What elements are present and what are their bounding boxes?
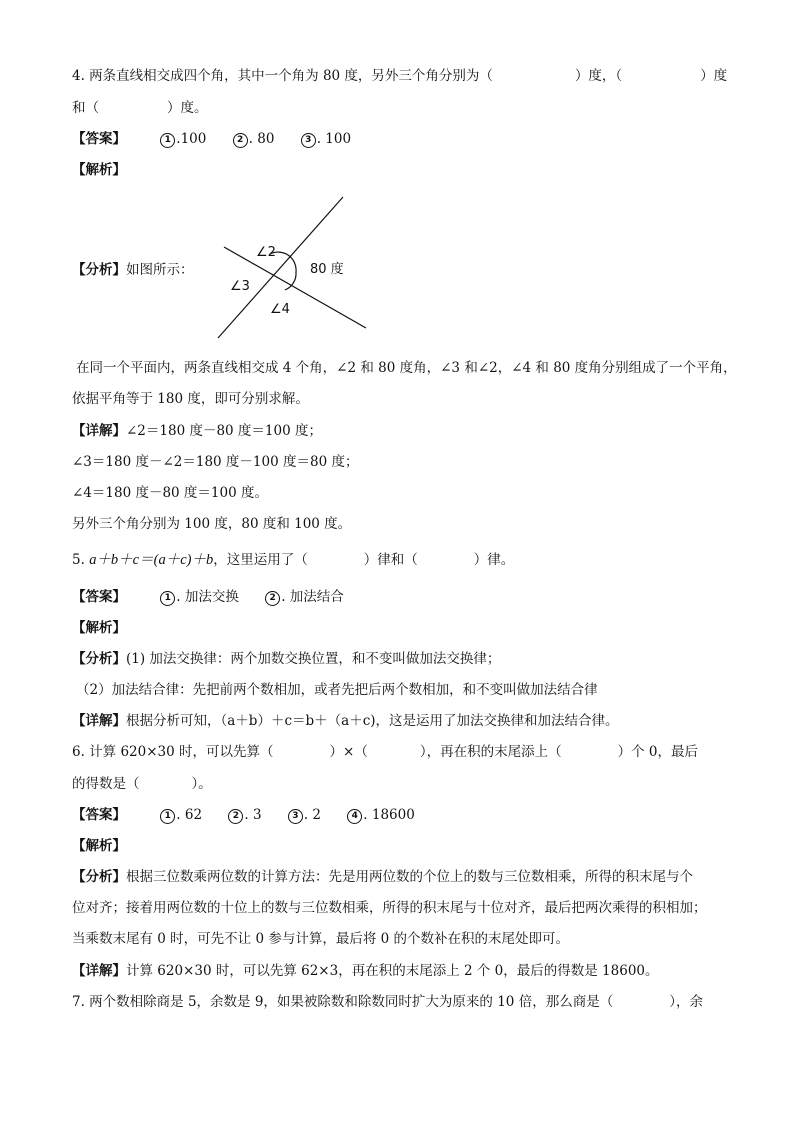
q5-answer	[72, 588, 366, 606]
q5-number: 5.	[72, 552, 85, 568]
q6-answer-3: 3 . 2	[288, 806, 321, 824]
q6-line-2: 的得数是（ ）。	[72, 776, 212, 792]
circled-number-icon: 3	[301, 133, 316, 148]
q6-fenxi-1: 【分析】根据三位数乘两位数的计算方法：先是用两位数的个位上的数与三位数相乘，所得的积末尾与个	[72, 869, 693, 885]
circled-number-icon: 2	[265, 591, 280, 606]
q4-text-c: ）度	[700, 68, 728, 84]
label-angle-2: ∠2	[256, 245, 276, 260]
q4-detail-3: ∠4＝180 度－80 度＝100 度。	[72, 485, 268, 501]
q4-detail-1: 【详解】∠2＝180 度－80 度＝100 度；	[72, 423, 322, 439]
q4-fenxi: 【分析】如图所示：	[72, 262, 194, 278]
circled-number-icon: 1	[160, 133, 175, 148]
answer-tag: 【答案】	[72, 807, 126, 823]
xiangjie-tag: 【详解】	[72, 713, 126, 729]
circled-number-icon: 4	[347, 809, 362, 824]
q7-line-1: 7. 两个数相除商是 5，余数是 9，如果被除数和除数同时扩大为原来的 10 倍，那么商是（ ），余	[72, 994, 703, 1010]
q4-detail-4: 另外三个角分别为 100 度，80 度和 100 度。	[72, 516, 352, 532]
q4-jiexi-tag: 【解析】	[72, 162, 126, 178]
q4-para-1: 在同一个平面内，两条直线相交成 4 个角，∠2 和 80 度角，∠3 和∠2，∠4 和 80 度角分别组成了一个平角，	[76, 360, 737, 376]
q5-answer-1: 1 . 加法交换	[160, 588, 239, 606]
circled-number-icon: 2	[233, 133, 248, 148]
q4-answer-1: 1 .100	[160, 130, 206, 148]
label-80-degrees: 80 度	[310, 262, 344, 277]
q5-line-1: 5. a＋b＋c＝(a＋c)＋b，这里运用了（ ）律和（ ）律。	[72, 552, 515, 568]
q4-answer-3: 3 . 100	[301, 130, 351, 148]
q4-text-b: ）度，（	[574, 68, 623, 84]
q6-answer-2: 2 . 3	[228, 806, 261, 824]
q4-text-e: ）度。	[167, 100, 208, 116]
q6-answer	[72, 806, 437, 824]
label-angle-4: ∠4	[270, 302, 290, 317]
q5-formula: a＋b＋c＝(a＋c)＋b	[89, 552, 214, 568]
circled-number-icon: 2	[228, 809, 243, 824]
q4-line-2	[72, 99, 208, 117]
q5-fenxi-2: （2）加法结合律：先把前两个数相加，或者先把后两个数相加，和不变叫做加法结合律	[76, 682, 598, 698]
q6-answer-1: 1 . 62	[160, 806, 202, 824]
fenxi-tag: 【分析】	[72, 651, 126, 667]
fenxi-tag: 【分析】	[72, 262, 126, 278]
q5-detail: 【详解】根据分析可知，（a＋b）＋c＝b＋（a＋c)，这是运用了加法交换律和加法结合律。	[72, 713, 619, 729]
q4-detail-2: ∠3＝180 度－∠2＝180 度－100 度＝80 度；	[72, 454, 359, 470]
circled-number-icon: 3	[288, 809, 303, 824]
xiangjie-tag: 【详解】	[72, 423, 126, 439]
q4-answer	[72, 130, 373, 148]
q5-jiexi-tag: 【解析】	[72, 620, 126, 636]
label-angle-3: ∠3	[230, 279, 250, 294]
q4-line-1	[72, 67, 727, 85]
xiangjie-tag: 【详解】	[72, 963, 126, 979]
q4-text-a: 4. 两条直线相交成四个角，其中一个角为 80 度，另外三个角分别为（	[72, 68, 493, 84]
q6-detail: 【详解】计算 620×30 时，可以先算 62×3，再在积的末尾添上 2 个 0，最后的得数是 18600。	[72, 963, 659, 979]
q6-fenxi-2: 位对齐；接着用两位数的十位上的数与三位数相乘，所得的积末尾与十位对齐，最后把两次乘得的积相加；	[72, 900, 707, 916]
fenxi-tag: 【分析】	[72, 869, 126, 885]
answer-tag: 【答案】	[72, 131, 126, 147]
q6-jiexi-tag: 【解析】	[72, 838, 126, 854]
answer-tag: 【答案】	[72, 589, 126, 605]
intersecting-lines-figure	[210, 190, 380, 345]
q4-para-2: 依据平角等于 180 度，即可分别求解。	[72, 391, 309, 407]
circled-number-icon: 1	[160, 809, 175, 824]
q6-answer-4: 4 . 18600	[347, 806, 415, 824]
q4-text-d: 和（	[72, 100, 99, 116]
circled-number-icon: 1	[160, 591, 175, 606]
q5-answer-2: 2 . 加法结合	[265, 588, 344, 606]
q5-fenxi-1: 【分析】(1) 加法交换律：两个加数交换位置，和不变叫做加法交换律；	[72, 651, 501, 667]
q6-fenxi-3: 当乘数末尾有 0 时，可先不让 0 参与计算，最后将 0 的个数补在积的末尾处即可。	[72, 931, 570, 947]
q6-line-1: 6. 计算 620×30 时，可以先算（ ）×（ ），再在积的末尾添上（ ）个 0，最后	[72, 744, 698, 760]
q4-answer-2: 2 . 80	[233, 130, 275, 148]
